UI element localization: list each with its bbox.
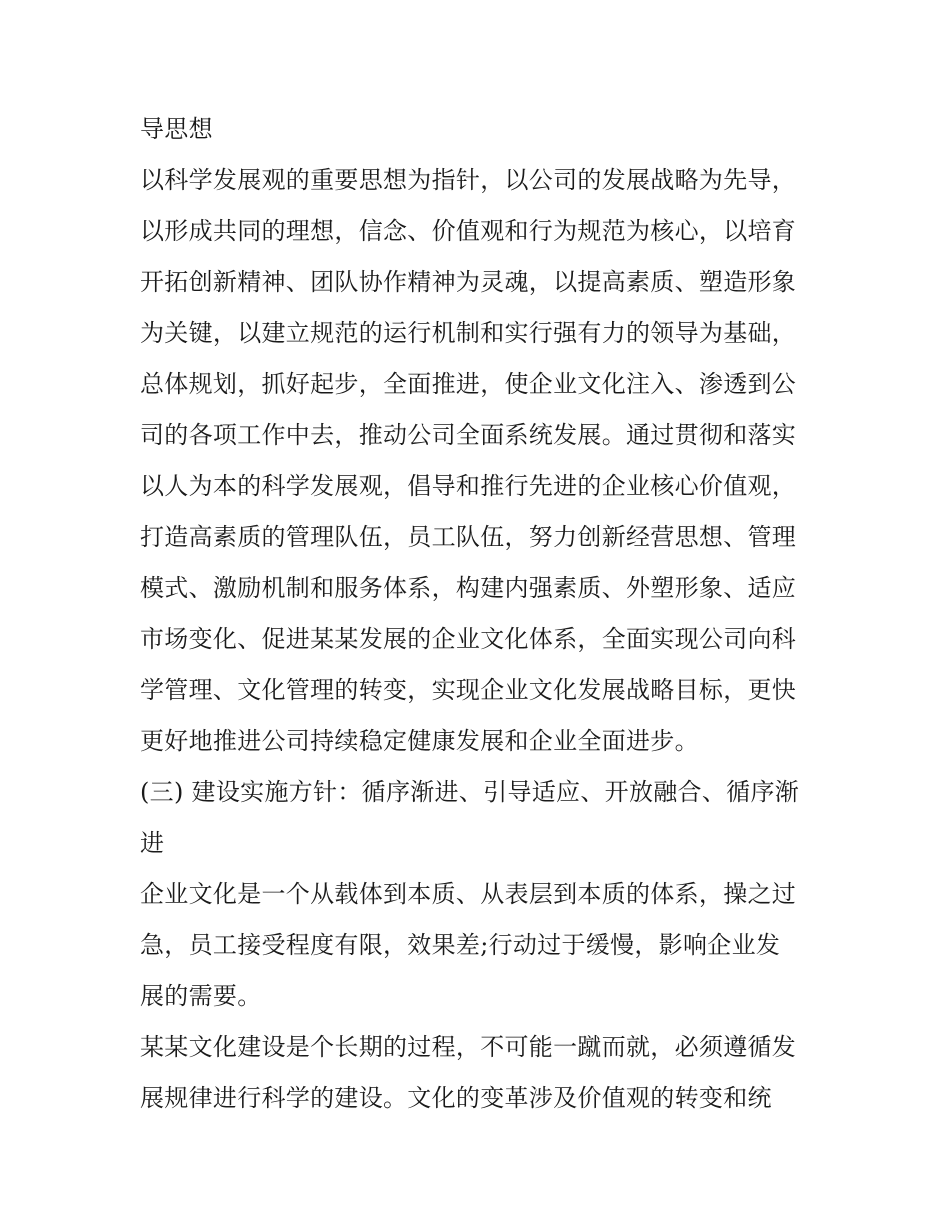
text-line: 司的各项工作中去，推动公司全面系统发展。通过贯彻和落实 [140, 421, 797, 449]
text-line: 以科学发展观的重要思想为指针，以公司的发展战略为先导， [140, 166, 797, 194]
section-heading: (三) 建设实施方针：循序渐进、引导适应、开放融合、循序渐 [140, 778, 800, 806]
text-line: 市场变化、促进某某发展的企业文化体系，全面实现公司向科 [140, 625, 797, 653]
text-line: 以形成共同的理想，信念、价值观和行为规范为核心，以培育 [140, 217, 797, 245]
text-line: 学管理、文化管理的转变，实现企业文化发展战略目标，更快 [140, 676, 797, 704]
text-line: 模式、激励机制和服务体系，构建内强素质、外塑形象、适应 [140, 574, 797, 602]
text-line: 打造高素质的管理队伍，员工队伍，努力创新经营思想、管理 [140, 523, 797, 551]
section-heading-continuation: 进 [140, 829, 165, 857]
document-body [140, 104, 820, 1124]
text-line: 某某文化建设是个长期的过程，不可能一蹴而就，必须遵循发 [140, 1033, 797, 1061]
text-line: 开拓创新精神、团队协作精神为灵魂，以提高素质、塑造形象 [140, 268, 797, 296]
text-line: 总体规划，抓好起步，全面推进，使企业文化注入、渗透到公 [140, 370, 797, 398]
text-line: 以人为本的科学发展观，倡导和推行先进的企业核心价值观， [140, 472, 797, 500]
text-line: 急，员工接受程度有限，效果差;行动过于缓慢，影响企业发 [140, 931, 781, 959]
text-line: 企业文化是一个从载体到本质、从表层到本质的体系，操之过 [140, 880, 797, 908]
text-line: 导思想 [140, 115, 213, 143]
text-line: 更好地推进公司持续稳定健康发展和企业全面进步。 [140, 727, 699, 755]
text-line: 展规律进行科学的建设。文化的变革涉及价值观的转变和统 [140, 1084, 772, 1112]
text-line: 展的需要。 [140, 982, 262, 1010]
text-line: 为关键，以建立规范的运行机制和实行强有力的领导为基础， [140, 319, 797, 347]
